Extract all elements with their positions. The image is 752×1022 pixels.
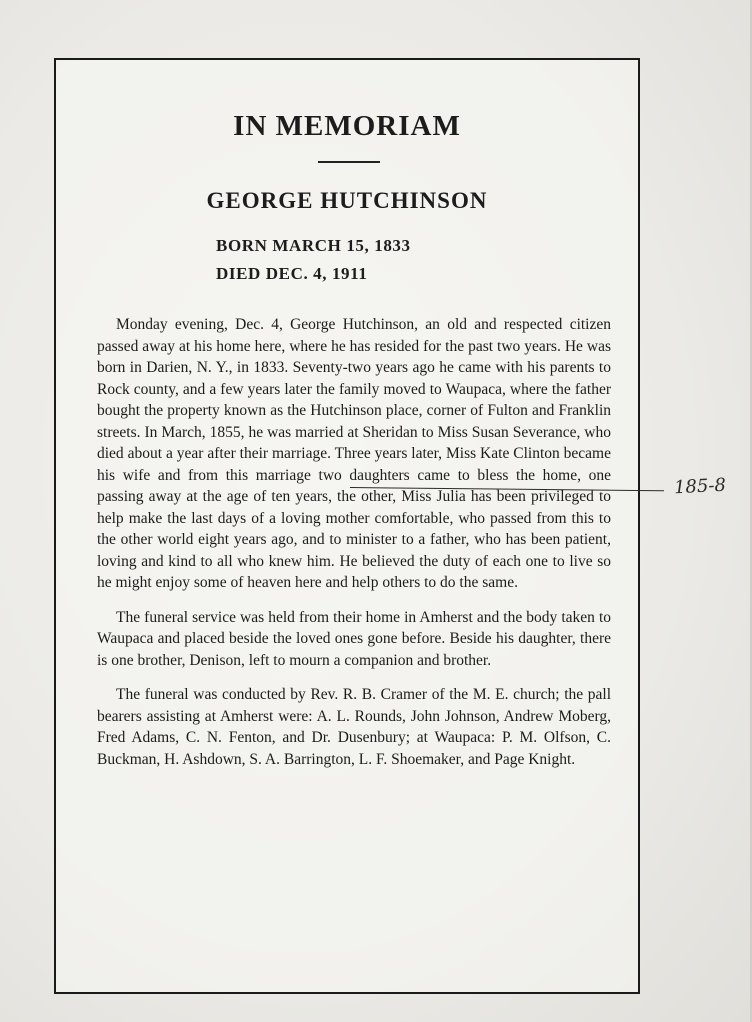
obituary-paragraph-3: The funeral was conducted by Rev. R. B. Cramer of the M. E. church; the pall bearers assisting at Amherst were: A. L. Rounds, John Johnson, Andrew Moberg, Fred Adams, C. N. Fenton, and Dr. Dusenbury; at Waupaca: P. M. Olfson, C. Buckman, H. Ashdown, S. A. Barrington, L. F. Shoemaker, and Page Knight. bbox=[97, 686, 611, 768]
deceased-name: GEORGE HUTCHINSON bbox=[206, 188, 488, 213]
obituary-paragraph-1: Monday evening, Dec. 4, George Hutchinson, an old and respected citizen passed away at his home here, where he has resided for the past two years. He was born in Darien, N. Y., in 1833. Seventy-two years ago he came with his parents to Rock county, and a few years later the family moved to Waupaca, where the father bought the property known as the Hutchinson place, corner of Fulton and Franklin streets. In March, 1855, he was married at Sheridan to Miss Susan Severance, who died about a year after their marriage. Three years later, Miss Kate Clinton became his wife and from this marriage two daughters came to bless the home, one passing away at the age of ten years, the other, Miss Julia has been privileged to help make the last days of a loving mother comfortable, who passed from this to the other world eight years ago, and to minister to a father, who has been patient, loving and kind to all who knew him. He believed the duty of each one to live so he might enjoy some of heaven here and help others to do the same. bbox=[97, 316, 611, 591]
obituary-paragraph-2: The funeral service was held from their home in Amherst and the body taken to Waupaca and placed beside the loved ones gone before. Beside his daughter, there is one brother, Denison, left to mourn a companion and brother. bbox=[97, 608, 611, 669]
memorial-card bbox=[54, 58, 640, 994]
birth-date: BORN MARCH 15, 1833 bbox=[216, 236, 411, 255]
life-dates bbox=[216, 232, 411, 288]
obituary-text bbox=[97, 314, 611, 783]
title-divider bbox=[318, 161, 380, 163]
handwritten-annotation: 185-8 bbox=[673, 474, 727, 499]
death-date: DIED DEC. 4, 1911 bbox=[216, 264, 368, 283]
memorial-title: IN MEMORIAM bbox=[233, 110, 461, 142]
